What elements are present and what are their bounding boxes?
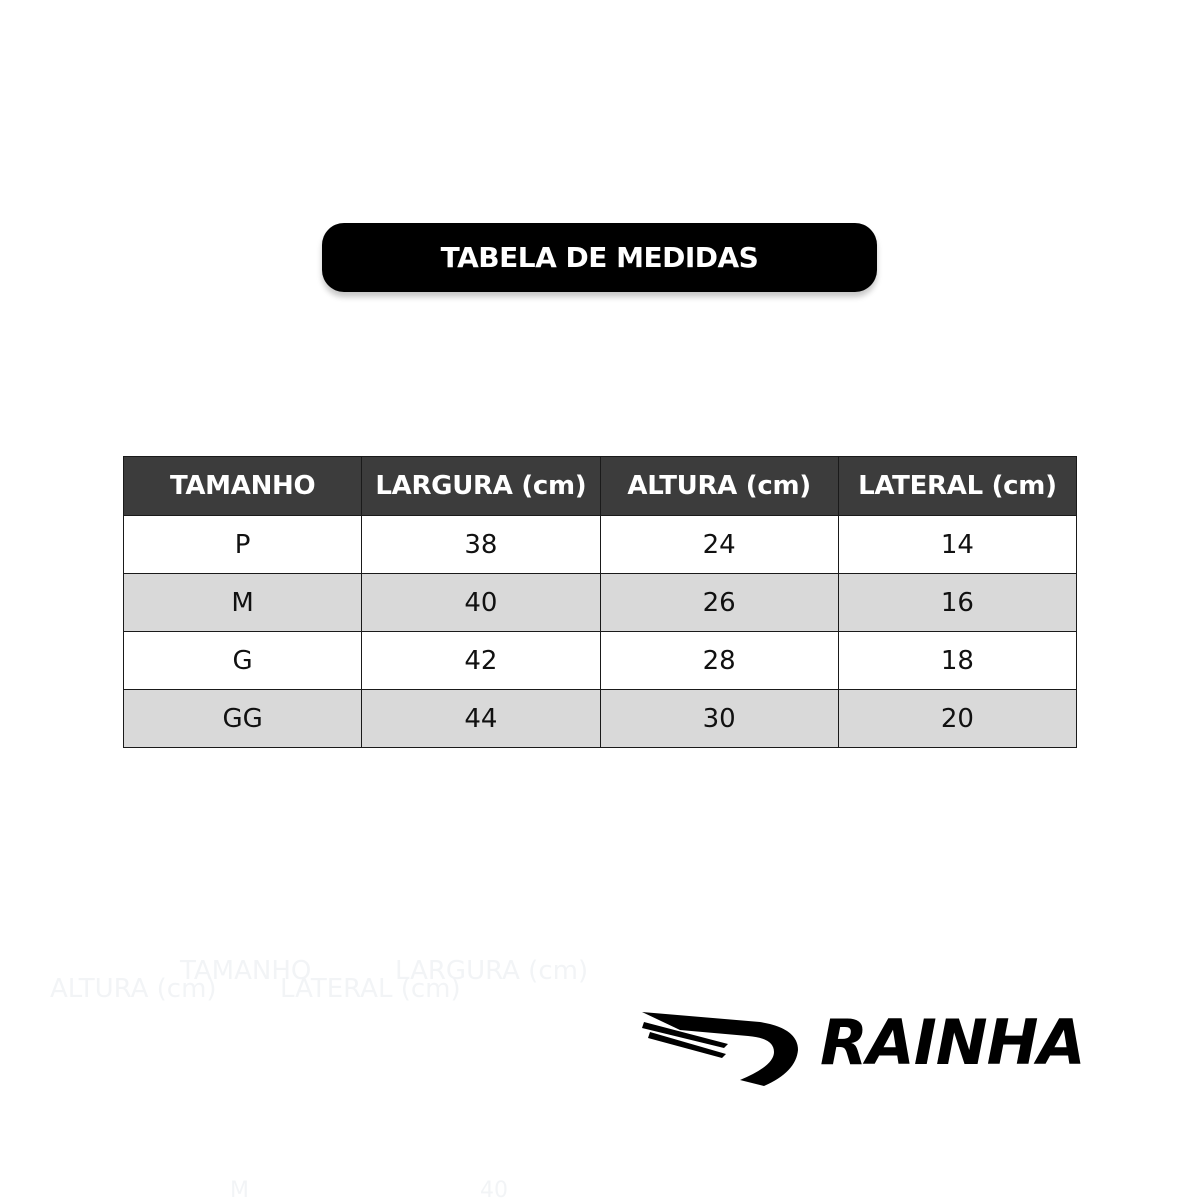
ghost-lateral: LATERAL (cm) xyxy=(280,974,461,1004)
cell-altura: 26 xyxy=(600,574,838,632)
cell-lateral: 16 xyxy=(838,574,1076,632)
cell-altura: 24 xyxy=(600,516,838,574)
table-row xyxy=(124,574,1077,632)
cell-largura: 38 xyxy=(362,516,600,574)
title-banner xyxy=(322,223,877,292)
size-chart-table xyxy=(123,456,1077,748)
cell-size: M xyxy=(124,574,362,632)
cell-lateral: 20 xyxy=(838,690,1076,748)
ghost-40: 40 xyxy=(480,1178,508,1203)
table-row xyxy=(124,632,1077,690)
cell-size: GG xyxy=(124,690,362,748)
cell-size: G xyxy=(124,632,362,690)
cell-size: P xyxy=(124,516,362,574)
table-row xyxy=(124,690,1077,748)
header-altura: ALTURA (cm) xyxy=(600,457,838,516)
ghost-altura: ALTURA (cm) xyxy=(50,974,217,1004)
table-header-row xyxy=(124,457,1077,516)
header-tamanho: TAMANHO xyxy=(124,457,362,516)
ghost-text-area xyxy=(50,930,610,1203)
ghost-largura: LARGURA (cm) xyxy=(395,956,589,986)
cell-altura: 30 xyxy=(600,690,838,748)
table-row xyxy=(124,516,1077,574)
ghost-tamanho: TAMANHO xyxy=(180,956,312,986)
cell-largura: 44 xyxy=(362,690,600,748)
header-lateral: LATERAL (cm) xyxy=(838,457,1076,516)
cell-largura: 42 xyxy=(362,632,600,690)
page-title: TABELA DE MEDIDAS xyxy=(440,241,759,274)
cell-lateral: 14 xyxy=(838,516,1076,574)
brand-name: RAINHA xyxy=(820,1006,1085,1079)
cell-lateral: 18 xyxy=(838,632,1076,690)
ghost-m: M xyxy=(230,1178,249,1203)
cell-altura: 28 xyxy=(600,632,838,690)
cell-largura: 40 xyxy=(362,574,600,632)
header-largura: LARGURA (cm) xyxy=(362,457,600,516)
